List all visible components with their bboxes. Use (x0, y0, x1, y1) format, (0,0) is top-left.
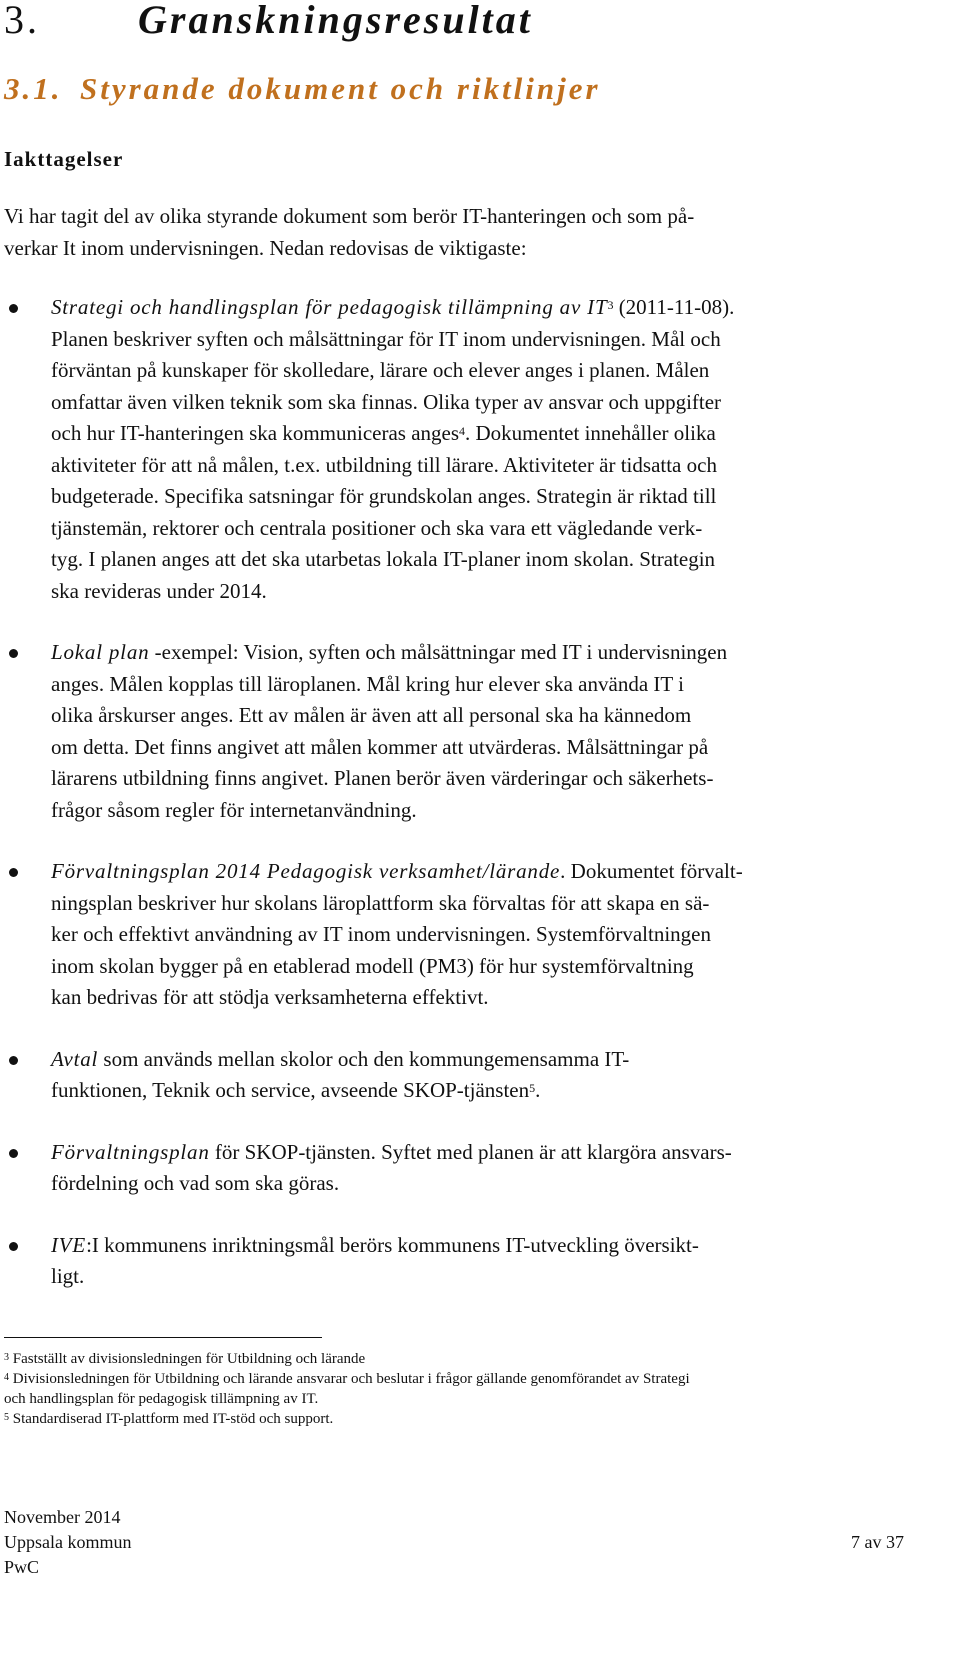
list-item-line-text: och hur IT-hanteringen ska kommuniceras anges (51, 421, 460, 445)
footnote-ref[interactable]: 3 (607, 298, 614, 312)
list-item-line: frågor såsom regler för internetanvändning. (51, 797, 417, 822)
list-item (0, 856, 940, 1014)
page-number: 7 av 37 (851, 1532, 904, 1552)
footnote-continuation: och handlingsplan för pedagogisk tillämpning av IT. (4, 1391, 319, 1407)
list-item-line: fördelning och vad som ska göras. (51, 1171, 340, 1195)
list-item-line: ska revideras under 2014. (51, 578, 267, 603)
document-list (0, 292, 940, 1293)
list-item-line-text: . Dokumentet innehåller olika (465, 421, 716, 445)
intro-line: verkar It inom undervisningen. Nedan redovisas de viktigaste: (4, 236, 527, 260)
document-title: IVE (51, 1232, 87, 1257)
page-footer (4, 1505, 904, 1580)
intro-paragraph (4, 200, 904, 264)
list-item-line: kan bedrivas för att stödja verksamheterna effektivt. (51, 985, 489, 1009)
list-item (0, 1044, 940, 1107)
list-item-line (51, 1044, 911, 1076)
list-item-text (51, 1137, 911, 1200)
bullet-icon (9, 1149, 18, 1158)
bullet-icon (9, 1242, 18, 1251)
footnote-number: 5 (4, 1412, 9, 1423)
footnote-number: 3 (4, 1352, 9, 1363)
list-item-line-text: (2011-11-08). (613, 295, 735, 319)
list-item-line: budgeterade. Specifika satsningar för grundskolan anges. Strategin är riktad till (51, 484, 717, 508)
footnote-divider (4, 1337, 322, 1338)
bullet-icon (9, 1056, 18, 1065)
list-item-line (51, 1075, 911, 1107)
list-item-line (51, 418, 911, 450)
list-item-line: förväntan på kunskaper för skolledare, lärare och elever anges i planen. Målen (51, 358, 710, 382)
footnotes (4, 1349, 904, 1429)
list-item-text (51, 856, 911, 1014)
document-title: Avtal (51, 1046, 99, 1071)
heading-2 (4, 72, 601, 106)
footnote (4, 1409, 904, 1429)
heading-1 (4, 0, 533, 40)
document-title: Förvaltningsplan (51, 1139, 210, 1164)
bullet-icon (9, 868, 18, 877)
footer-company: PwC (4, 1557, 40, 1577)
list-item-line (51, 637, 911, 669)
list-item-line: ligt. (51, 1264, 85, 1288)
list-item-line-text: -exempel: Vision, syften och målsättningar med IT i undervisningen (149, 640, 728, 664)
heading-1-number: 3. (4, 0, 40, 42)
list-item-line-text: för SKOP-tjänsten. Syftet med planen är att klargöra ansvars- (209, 1139, 732, 1164)
list-item-text (51, 292, 911, 607)
heading-2-title: Styrande dokument och riktlinjer (80, 71, 601, 106)
list-item-text (51, 1044, 911, 1107)
list-item-line: om detta. Det finns angivet att målen kommer att utvärderas. Målsättningar på (51, 734, 709, 759)
list-item (0, 292, 940, 607)
list-item-line: tyg. I planen anges att det ska utarbetas lokala IT-planer inom skolan. Strategin (51, 547, 716, 571)
list-item (0, 1230, 940, 1293)
document-title: Förvaltningsplan 2014 Pedagogisk verksamhet/lärande (51, 859, 561, 883)
list-item-line-text: . Dokumentet förvalt- (560, 859, 743, 883)
bullet-icon (9, 304, 18, 313)
footnote (4, 1369, 904, 1389)
footer-date: November 2014 (4, 1507, 121, 1527)
list-item-line (51, 1137, 911, 1169)
list-item-line: ningsplan beskriver hur skolans läroplattform ska förvaltas för att skapa en sä- (51, 890, 710, 915)
list-item-line-text: . (535, 1078, 541, 1102)
list-item-text (51, 1230, 911, 1293)
heading-1-title: Granskningsresultat (138, 0, 533, 42)
list-item-line: Planen beskriver syften och målsättningar för IT inom undervisningen. Mål och (51, 326, 721, 351)
list-item-line: omfattar även vilken teknik som ska finnas. Olika typer av ansvar och uppgifter (51, 389, 722, 414)
list-item-line: tjänstemän, rektorer och centrala positioner och ska vara ett vägledande verk- (51, 515, 703, 540)
list-item-line (51, 292, 911, 324)
list-item-line-text: :I kommunens inriktningsmål berörs kommunens IT-utveckling översikt- (86, 1232, 699, 1257)
footnote-ref[interactable]: 5 (529, 1081, 536, 1095)
bullet-icon (9, 649, 18, 658)
list-item-line: inom skolan bygger på en etablerad modell (PM3) för hur systemförvaltning (51, 953, 694, 978)
heading-2-number: 3.1. (4, 71, 63, 106)
list-item-line: olika årskurser anges. Ett av målen är även att all personal ska ha kännedom (51, 703, 692, 727)
list-item-line: anges. Målen kopplas till läroplanen. Mål kring hur elever ska använda IT i (51, 671, 684, 696)
list-item-line: ker och effektivt användning av IT inom undervisningen. Systemförvaltningen (51, 922, 711, 946)
footnote (4, 1349, 904, 1369)
footnote-text: Standardiserad IT-plattform med IT-stöd och support. (12, 1411, 334, 1427)
footnote-text: Fastställt av divisionsledningen för Utbildning och lärande (12, 1351, 366, 1367)
intro-line: Vi har tagit del av olika styrande dokument som berör IT-hanteringen och som på- (4, 204, 695, 228)
list-item-line (51, 1230, 911, 1262)
list-item (0, 1137, 940, 1200)
list-item-line: lärarens utbildning finns angivet. Planen berör även värderingar och säkerhets- (51, 766, 714, 790)
list-item (0, 637, 940, 826)
footnote-ref[interactable]: 4 (459, 424, 466, 438)
footnote-text: Divisionsledningen för Utbildning och lärande ansvarar och beslutar i frågor gällande genomförandet av Strategi (12, 1371, 690, 1387)
footer-organization: Uppsala kommun (4, 1532, 132, 1552)
document-title: Lokal plan (51, 640, 150, 664)
list-item-line-text: funktionen, Teknik och service, avseende SKOP-tjänsten (51, 1078, 530, 1102)
list-item-line: aktiviteter för att nå målen, t.ex. utbildning till lärare. Aktiviteter är tidsatta och (51, 452, 717, 477)
list-item-line-text: som används mellan skolor och den kommungemensamma IT- (98, 1046, 630, 1071)
heading-3: Iakttagelser (4, 147, 124, 171)
list-item-text (51, 637, 911, 826)
document-title: Strategi och handlingsplan för pedagogisk tillämpning av IT (51, 295, 608, 319)
footnote-number: 4 (4, 1372, 9, 1383)
list-item-line (51, 856, 911, 888)
